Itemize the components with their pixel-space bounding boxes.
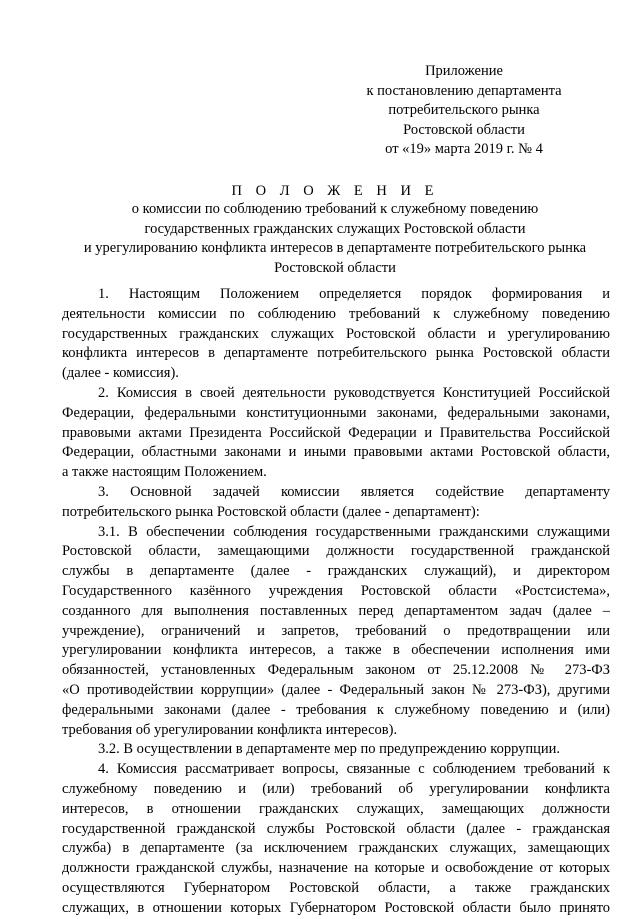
document-subtitle [60, 200, 610, 278]
body-line: обязанностей, установленных Федеральным законом от 25.12.2008 № 273-ФЗ [62, 662, 610, 679]
body-line: потребительского рынка Ростовской области (далее - департамент): [62, 503, 480, 520]
body-line: учреждение), ограничений и запретов, требований о предотвращении или [62, 622, 610, 639]
body-line: служба) в департаменте (за исключением гражданских служащих, замещающих [62, 840, 610, 857]
body-line: а также настоящим Положением. [62, 464, 267, 481]
body-line: урегулировании конфликта интересов, а также в обеспечении исполнения ими [62, 642, 610, 659]
body-line: (далее - комиссия). [62, 365, 179, 382]
body-line: служебному поведению и (или) требований об урегулировании конфликта [62, 780, 610, 797]
document-body [62, 285, 610, 919]
body-line: Ростовской области, замещающими должности государственной гражданской [62, 543, 610, 560]
subtitle-line: Ростовской области [274, 259, 396, 276]
body-line: государственных гражданских служащих Ростовской области и урегулированию [62, 325, 610, 342]
body-line: 3.2. В осуществлении в департаменте мер по предупреждению коррупции. [98, 741, 561, 758]
body-line: 4. Комиссия рассматривает вопросы, связанные с соблюдением требований к [98, 761, 610, 778]
body-line: созданного для выполнения поставленных перед департаментом задач (далее – [62, 602, 610, 619]
body-line: требования об урегулировании конфликта интересов). [62, 721, 398, 738]
document-title: П О Л О Ж Е Н И Е [231, 183, 439, 199]
body-line: правовыми актами Президента Российской Федерации и Правительства Российской [62, 424, 610, 441]
body-line: осуществляются Губернатором Ростовской области, а также гражданских [62, 879, 610, 896]
body-line: Государственного казённого учреждения Ростовской области «Ростсистема», [62, 582, 610, 599]
subtitle-line: государственных гражданских служащих Ростовской области [144, 220, 526, 237]
body-line: конфликта интересов в департаменте потребительского рынка Ростовской области [62, 345, 610, 362]
body-line: интересов, в отношении гражданских служащих, замещающих должности [62, 800, 610, 817]
subtitle-line: о комиссии по соблюдению требований к служебному поведению [131, 201, 539, 217]
body-line: 1. Настоящим Положением определяется порядок формирования и [98, 286, 610, 302]
appendix-line: потребительского рынка [388, 102, 540, 118]
body-line: «О противодействии коррупции» (далее - Федеральный закон № 273-ФЗ), другими [62, 681, 610, 698]
subtitle-line: и урегулированию конфликта интересов в департаменте потребительского рынка [83, 240, 587, 256]
body-line: Федерации, федеральными конституционными законами, федеральными законами, [62, 404, 610, 421]
appendix-line: Приложение [425, 63, 503, 79]
appendix-line: к постановлению департамента [366, 82, 562, 99]
body-line: 2. Комиссия в своей деятельности руководствуется Конституцией Российской [98, 384, 610, 401]
body-line: должности гражданской службы, назначение на которые и освобождение от которых [62, 860, 610, 877]
body-line: деятельности комиссии по соблюдению требований к служебному поведению [62, 305, 610, 322]
body-line: служащих, в отношении которых Губернатором Ростовской области было принято [62, 899, 610, 916]
body-line: 3. Основной задачей комиссии является содействие департаменту [98, 483, 610, 500]
appendix-block [340, 62, 588, 160]
body-line: федеральными законами (далее - требования к служебному поведению и (или) [62, 701, 610, 718]
body-line: государственной гражданской службы Ростовской области (далее - гражданская [62, 820, 610, 837]
body-line: 3.1. В обеспечении соблюдения государственными гражданскими служащими [98, 523, 610, 540]
appendix-line: Ростовской области [403, 121, 525, 138]
body-line: Федерации, областными законами и иными правовыми актами Ростовской области, [62, 444, 610, 461]
appendix-line: от «19» марта 2019 г. № 4 [385, 141, 543, 157]
body-line: службы в департаменте (далее - гражданских служащий), и директором [62, 563, 610, 580]
